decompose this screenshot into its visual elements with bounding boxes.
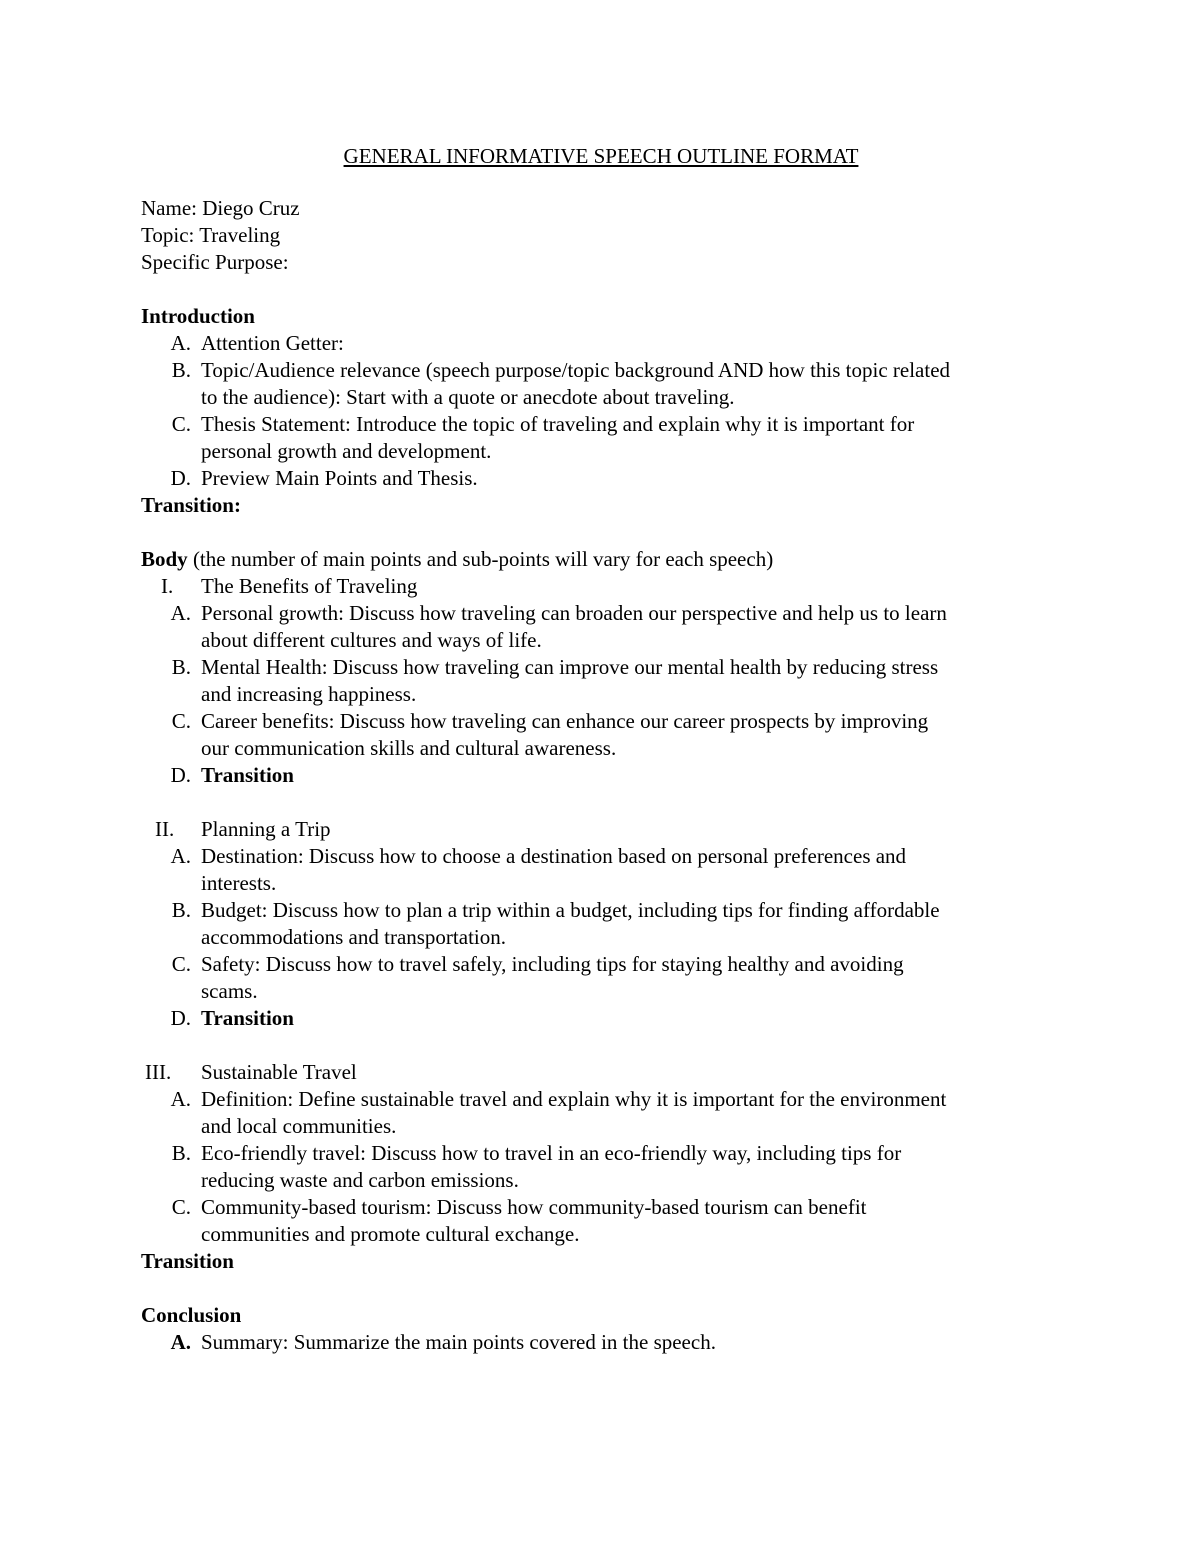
sub-point-text: Personal growth: Discuss how traveling can broaden our perspective and help us to learn [201, 601, 947, 625]
roman-numeral: II. [155, 817, 175, 841]
intro-item-text: Preview Main Points and Thesis. [201, 466, 478, 490]
intro-item-d [141, 465, 1061, 492]
sub-point-text: accommodations and transportation. [201, 925, 507, 949]
section-1-item-b [141, 654, 1061, 708]
intro-item-c [141, 411, 1061, 465]
intro-item-b [141, 357, 1061, 411]
sub-point-text: and local communities. [201, 1114, 397, 1138]
sub-point-text: Definition: Define sustainable travel and explain why it is important for the environment [201, 1087, 947, 1111]
body-heading-line [141, 546, 1061, 573]
sub-point-text: and increasing happiness. [201, 682, 417, 706]
section-1-item-c [141, 708, 1061, 762]
sub-point-text: Eco-friendly travel: Discuss how to travel in an eco-friendly way, including tips for [201, 1141, 902, 1165]
sub-point-text: Community-based tourism: Discuss how community-based tourism can benefit [201, 1195, 867, 1219]
section-3-item-b [141, 1140, 1061, 1194]
sub-point-text: Safety: Discuss how to travel safely, including tips for staying healthy and avoiding [201, 952, 904, 976]
list-marker: A. [170, 331, 191, 355]
intro-item-text: Thesis Statement: Introduce the topic of traveling and explain why it is important for [201, 412, 915, 436]
section-3-item-a [141, 1086, 1061, 1140]
body-transition: Transition [141, 1249, 234, 1273]
sub-point-text: Mental Health: Discuss how traveling can improve our mental health by reducing stress [201, 655, 939, 679]
list-marker: C. [171, 709, 191, 733]
section-3-item-c [141, 1194, 1061, 1248]
section-2-transition [141, 1005, 1061, 1032]
list-marker: B. [171, 898, 191, 922]
body-note: (the number of main points and sub-points will vary for each speech) [187, 547, 774, 571]
list-marker: C. [171, 412, 191, 436]
sub-point-text: scams. [201, 979, 258, 1003]
intro-item-a [141, 330, 1061, 357]
specific-purpose-line: Specific Purpose: [141, 250, 289, 274]
list-marker: D. [170, 1006, 191, 1030]
section-title: Planning a Trip [201, 817, 331, 841]
body-section-1 [141, 573, 1061, 600]
section-title: The Benefits of Traveling [201, 574, 418, 598]
sub-point-text: Budget: Discuss how to plan a trip within a budget, including tips for finding affordable [201, 898, 940, 922]
roman-numeral: I. [161, 574, 174, 598]
section-2-item-a [141, 843, 1061, 897]
sub-point-text: Career benefits: Discuss how traveling can enhance our career prospects by improving [201, 709, 929, 733]
list-marker: A. [170, 844, 191, 868]
list-marker: D. [170, 466, 191, 490]
document-title: GENERAL INFORMATIVE SPEECH OUTLINE FORMAT [343, 144, 859, 168]
section-title: Sustainable Travel [201, 1060, 357, 1084]
conclusion-item-a [141, 1329, 1061, 1356]
list-marker: C. [171, 1195, 191, 1219]
sub-point-text: Destination: Discuss how to choose a destination based on personal preferences and [201, 844, 907, 868]
section-transition: Transition [201, 1006, 294, 1030]
intro-item-text: personal growth and development. [201, 439, 492, 463]
body-heading: Body [141, 547, 188, 571]
topic-line: Topic: Traveling [141, 223, 281, 247]
outline-document [141, 140, 1061, 1356]
list-marker: A. [170, 601, 191, 625]
introduction-heading: Introduction [141, 304, 255, 328]
list-marker: D. [170, 763, 191, 787]
section-1-item-a [141, 600, 1061, 654]
sub-point-text: reducing waste and carbon emissions. [201, 1168, 519, 1192]
intro-item-text: Topic/Audience relevance (speech purpose/topic background AND how this topic related [201, 358, 951, 382]
list-marker: B. [171, 655, 191, 679]
list-marker: C. [171, 952, 191, 976]
sub-point-text: communities and promote cultural exchange. [201, 1222, 580, 1246]
roman-numeral: III. [145, 1060, 172, 1084]
intro-item-text: to the audience): Start with a quote or anecdote about traveling. [201, 385, 735, 409]
list-marker: B. [171, 1141, 191, 1165]
section-2-item-c [141, 951, 1061, 1005]
body-section-2 [141, 816, 1061, 843]
list-marker: A. [170, 1087, 191, 1111]
conclusion-heading: Conclusion [141, 1303, 242, 1327]
name-line: Name: Diego Cruz [141, 196, 300, 220]
sub-point-text: our communication skills and cultural awareness. [201, 736, 617, 760]
intro-item-text: Attention Getter: [201, 331, 344, 355]
sub-point-text: interests. [201, 871, 277, 895]
body-section-3 [141, 1059, 1061, 1086]
sub-point-text: about different cultures and ways of life. [201, 628, 542, 652]
list-marker: A. [170, 1330, 191, 1354]
section-1-transition [141, 762, 1061, 789]
section-2-item-b [141, 897, 1061, 951]
section-transition: Transition [201, 763, 294, 787]
intro-transition: Transition: [141, 493, 241, 517]
list-marker: B. [171, 358, 191, 382]
conclusion-item-text: Summary: Summarize the main points covered in the speech. [201, 1330, 716, 1354]
